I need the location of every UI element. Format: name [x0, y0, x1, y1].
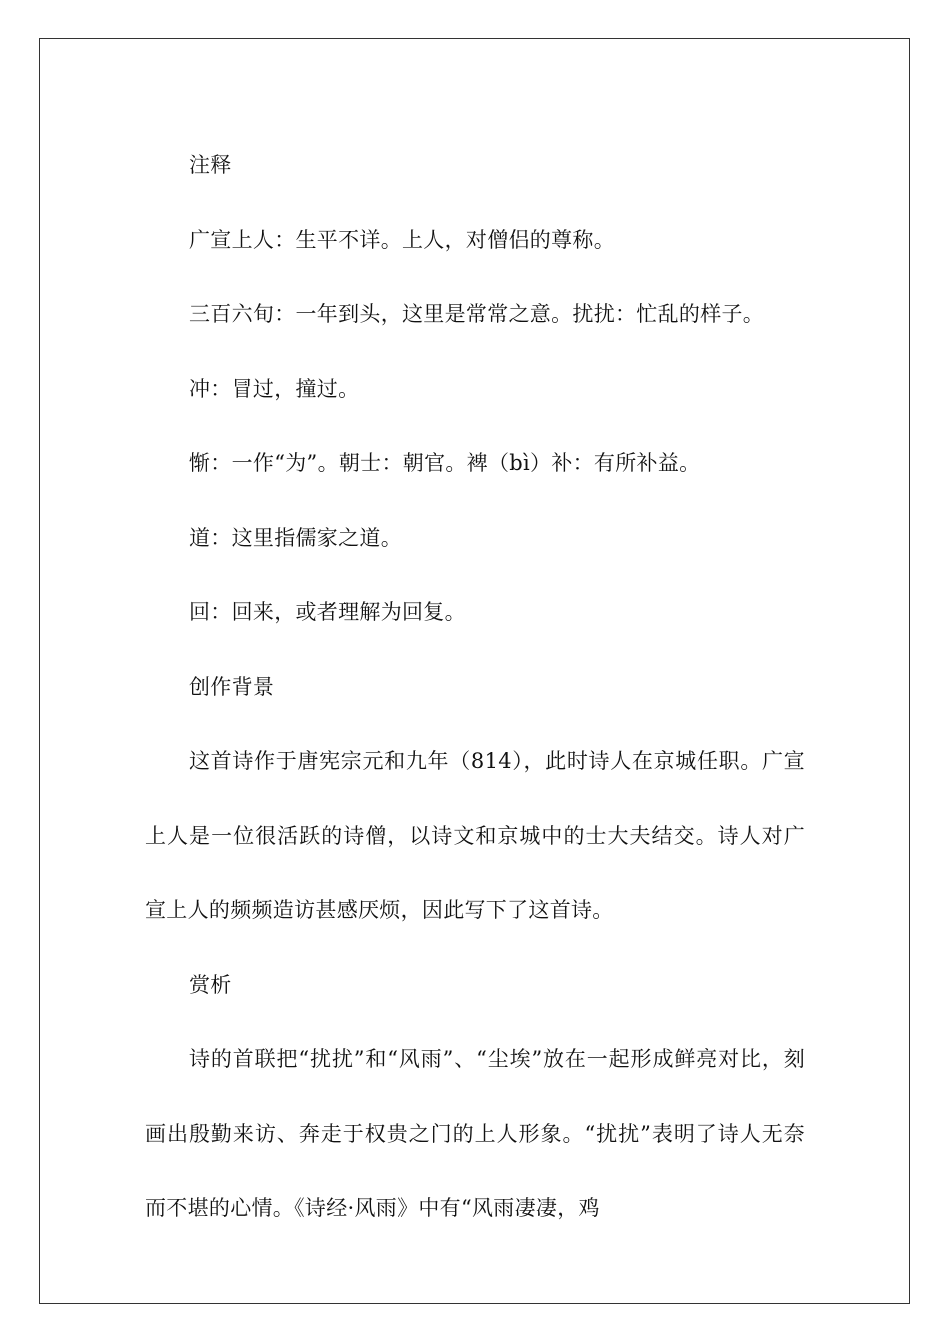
document-body [145, 128, 805, 1246]
notes-heading: 注释 [189, 153, 232, 177]
note-item: 惭：一作“为”。朝士：朝官。裨（bì）补：有所补益。 [189, 451, 701, 475]
background-paragraph: 这首诗作于唐宪宗元和九年（814），此时诗人在京城任职。广宣上人是一位很活跃的诗僧，以诗文和京城中的士大夫结交。诗人对广宣上人的频频造访甚感厌烦，因此写下了这首诗。 [145, 749, 805, 922]
note-item: 道：这里指儒家之道。 [189, 525, 402, 550]
note-item: 三百六旬：一年到头，这里是常常之意。扰扰：忙乱的样子。 [189, 302, 765, 326]
analysis-paragraph: 诗的首联把“扰扰”和“风雨”、“尘埃”放在一起形成鲜亮对比，刻画出殷勤来访、奔走于权贵之门的上人形象。“扰扰”表明了诗人无奈而不堪的心情。《诗经·风雨》中有“风雨凄凄，鸡 [145, 1047, 805, 1220]
background-heading: 创作背景 [189, 674, 275, 699]
note-item: 广宣上人：生平不详。上人，对僧侣的尊称。 [189, 227, 615, 252]
note-item: 回：回来，或者理解为回复。 [189, 600, 466, 624]
analysis-heading: 赏析 [189, 972, 232, 997]
note-item: 冲：冒过，撞过。 [189, 376, 360, 401]
